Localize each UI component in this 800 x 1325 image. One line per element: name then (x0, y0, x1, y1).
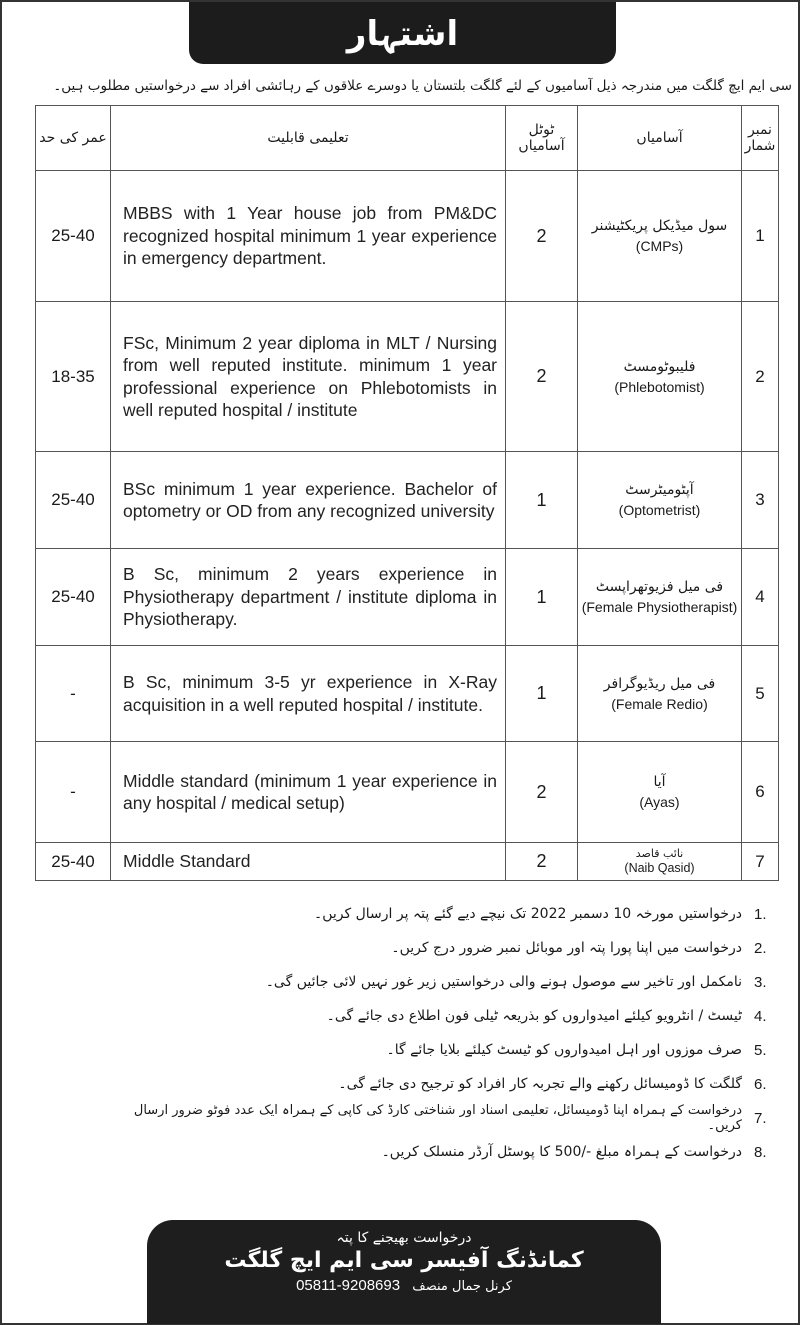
row-count: 2 (506, 843, 578, 881)
row-qualification: B Sc, minimum 3-5 yr experience in X-Ray acquisition in a well reputed hospital / institute. (111, 646, 506, 742)
row-post (578, 742, 742, 843)
post-urdu: فی میل فزیوتھراپسٹ (595, 579, 724, 595)
list-item (122, 897, 784, 931)
note-text: درخواست میں اپنا پورا پتہ اور موبائل نمبر ضرور درج کریں۔ (391, 940, 742, 956)
table-row (36, 549, 779, 646)
table-row (36, 171, 779, 302)
table-row (36, 302, 779, 452)
contact-phone: 05811-9208693 (296, 1277, 401, 1294)
note-text: ٹیسٹ / انٹرویو کیلئے امیدواروں کو بذریعہ ٹیلی فون اطلاع دی جائے گی۔ (326, 1008, 742, 1024)
post-urdu: آپٹومیٹرسٹ (625, 482, 694, 498)
post-english: (Phlebotomist) (614, 378, 705, 395)
row-post (578, 302, 742, 452)
row-number: 6 (742, 742, 779, 843)
row-count: 2 (506, 171, 578, 302)
address-heading: درخواست بھیجنے کا پتہ (336, 1230, 472, 1246)
note-number: 6. (754, 1075, 767, 1093)
note-number: 2. (754, 939, 767, 957)
list-item (122, 1135, 784, 1169)
row-post (578, 549, 742, 646)
row-qualification: MBBS with 1 Year house job from PM&DC recognized hospital minimum 1 year experience in emergency department. (111, 171, 506, 302)
post-english: (Optometrist) (618, 502, 701, 518)
note-text: درخواست کے ہمراہ اپنا ڈومیسائل، تعلیمی اسناد اور شناختی کارڈ کی کاپی کے ہمراہ ایک عدد فوٹو ضرور ارسال کریں۔ (133, 1103, 742, 1133)
row-number: 2 (742, 302, 779, 452)
row-qualification: Middle Standard (111, 843, 506, 881)
row-qualification: FSc, Minimum 2 year diploma in MLT / Nursing from well reputed institute. minimum 1 year professional experience on Phlebotomists in well reputed hospital / institute (111, 302, 506, 452)
instructions-list (122, 897, 784, 1169)
post-english: (Female Physiotherapist) (581, 599, 738, 615)
row-age: 25-40 (36, 171, 111, 302)
table-row (36, 646, 779, 742)
post-urdu: فلیبوٹومسٹ (623, 358, 696, 375)
list-item (122, 1033, 784, 1067)
row-age: - (36, 742, 111, 843)
post-urdu: نائب قاصد (635, 847, 684, 860)
address-contact (147, 1277, 661, 1294)
note-number: 4. (754, 1007, 767, 1025)
post-urdu: آیا (653, 774, 666, 790)
post-english: (Ayas) (639, 794, 680, 810)
post-urdu: فی میل ریڈیوگرافر (603, 675, 716, 692)
note-text: درخواست کے ہمراہ مبلغ -/500 کا پوسٹل آرڈر منسلک کریں۔ (381, 1144, 742, 1160)
advertisement-title: اشتہار (189, 2, 616, 64)
row-count: 2 (506, 302, 578, 452)
header-qualification: تعلیمی قابلیت (111, 106, 506, 171)
list-item (122, 965, 784, 999)
row-number: 1 (742, 171, 779, 302)
list-item (122, 999, 784, 1033)
list-item (122, 1101, 784, 1135)
row-qualification: BSc minimum 1 year experience. Bachelor of optometry or OD from any recognized university (111, 452, 506, 549)
row-age: - (36, 646, 111, 742)
row-number: 5 (742, 646, 779, 742)
row-count: 2 (506, 742, 578, 843)
post-urdu: سول میڈیکل پریکٹیشنر (591, 218, 728, 234)
header-number: نمبر شمار (742, 106, 779, 171)
note-text: صرف موزوں اور اہل امیدواروں کو ٹیسٹ کیلئے بلایا جائے گا۔ (386, 1042, 742, 1058)
header-post: آسامیاں (578, 106, 742, 171)
row-number: 7 (742, 843, 779, 881)
table-header-row (36, 106, 779, 171)
note-text: نامکمل اور تاخیر سے موصول ہونے والی درخواستیں زیر غور نہیں لائی جائیں گی۔ (265, 974, 742, 990)
row-number: 4 (742, 549, 779, 646)
row-number: 3 (742, 452, 779, 549)
post-english: (Female Redio) (611, 695, 708, 712)
row-count: 1 (506, 452, 578, 549)
row-qualification: Middle standard (minimum 1 year experience in any hospital / medical setup) (111, 742, 506, 843)
table-row (36, 452, 779, 549)
row-count: 1 (506, 646, 578, 742)
row-post (578, 843, 742, 881)
post-english: (Naib Qasid) (624, 861, 695, 875)
list-item (122, 1067, 784, 1101)
header-count: ٹوٹل آسامیاں (506, 106, 578, 171)
note-text: گلگت کا ڈومیسائل رکھنے والے تجربہ کار افراد کو ترجیح دی جائے گی۔ (338, 1076, 742, 1092)
row-age: 25-40 (36, 549, 111, 646)
note-number: 5. (754, 1041, 767, 1059)
row-post (578, 171, 742, 302)
row-age: 25-40 (36, 843, 111, 881)
row-count: 1 (506, 549, 578, 646)
post-english: (CMPs) (635, 238, 684, 254)
note-text: درخواستیں مورخہ 10 دسمبر 2022 تک نیچے دیے گئے پتہ پر ارسال کریں۔ (314, 906, 742, 922)
table-row (36, 843, 779, 881)
row-age: 25-40 (36, 452, 111, 549)
note-number: 8. (754, 1143, 767, 1161)
note-number: 1. (754, 905, 767, 923)
row-age: 18-35 (36, 302, 111, 452)
contact-address-block (147, 1220, 661, 1324)
contact-name: کرنل جمال منصف (412, 1279, 512, 1294)
note-number: 7. (754, 1109, 767, 1127)
row-post (578, 452, 742, 549)
vacancies-table (35, 105, 779, 881)
row-post (578, 646, 742, 742)
address-officer: کمانڈنگ آفیسر سی ایم ایچ گلگت (224, 1248, 584, 1273)
row-qualification: B Sc, minimum 2 years experience in Physiotherapy department / institute diploma in Physiotherapy. (111, 549, 506, 646)
note-number: 3. (754, 973, 767, 991)
list-item (122, 931, 784, 965)
header-age: عمر کی حد (36, 106, 111, 171)
intro-text: سی ایم ایچ گلگت میں مندرجہ ذیل آسامیوں کے لئے گلگت بلتستان یا دوسرے علاقوں کے رہائشی افراد سے درخواستیں مطلوب ہیں۔ (53, 78, 792, 94)
table-row (36, 742, 779, 843)
